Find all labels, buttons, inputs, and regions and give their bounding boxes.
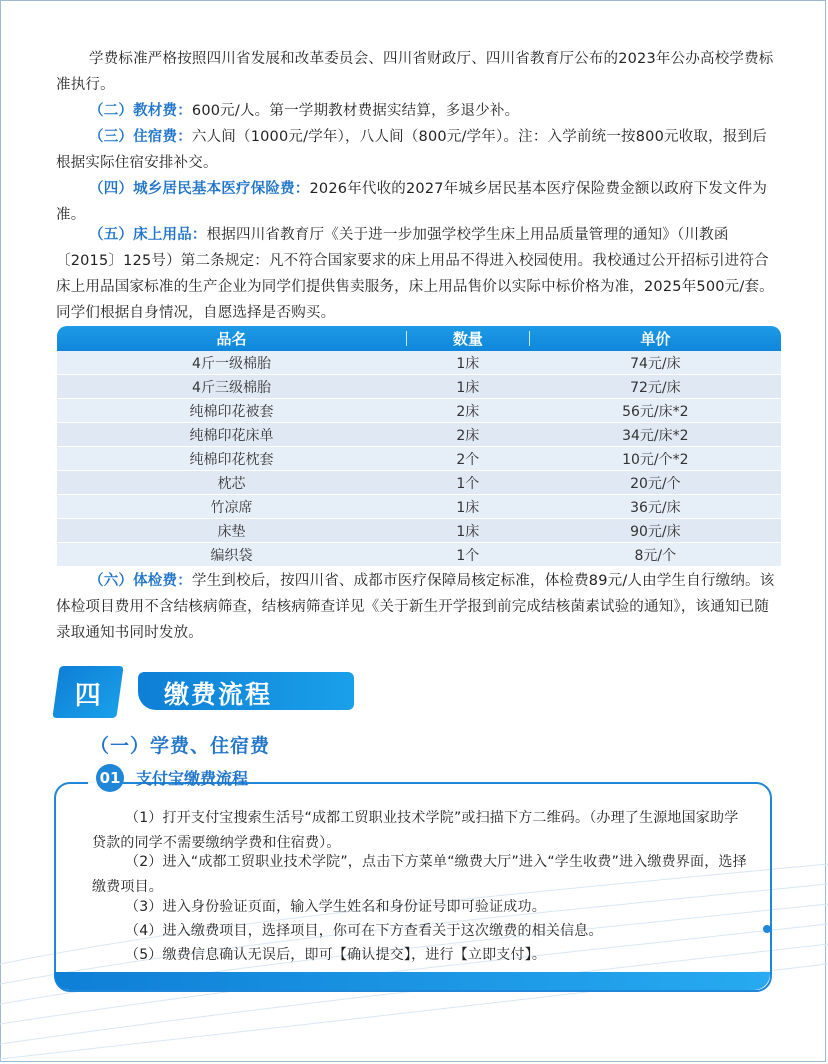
cell-quantity: 1个 <box>456 475 480 492</box>
steps-box-bottom-bar <box>54 972 770 990</box>
cell-quantity: 2床 <box>456 427 480 444</box>
cell-quantity: 1床 <box>456 523 480 540</box>
table-row <box>57 471 781 495</box>
accommodation-fee-label: （三）住宿费： <box>89 129 192 145</box>
table-row <box>57 375 781 399</box>
cell-item: 纯棉印花枕套 <box>189 451 274 468</box>
cell-quantity: 2个 <box>456 451 480 468</box>
physical-exam-paragraph <box>56 568 781 646</box>
cell-quantity: 1床 <box>456 355 480 372</box>
table-body <box>57 351 781 567</box>
table-row <box>57 519 781 543</box>
cell-quantity: 1床 <box>456 379 480 396</box>
cell-item: 4斤一级棉胎 <box>192 355 271 372</box>
accommodation-fee-paragraph <box>56 124 781 176</box>
cell-price: 56元/床*2 <box>622 403 689 420</box>
header-quantity: 数量 <box>452 330 483 348</box>
subsection-title: （一）学费、住宿费 <box>90 735 271 757</box>
accommodation-fee-text: 六人间（1000元/学年），八人间（800元/学年）。注：入学前统一按800元收取，报到后根据实际住宿安排补交。 <box>56 129 767 171</box>
physical-exam-label: （六）体检费： <box>89 573 192 589</box>
section-number-badge <box>52 666 123 718</box>
table-row <box>57 495 781 519</box>
cell-quantity: 1床 <box>456 499 480 516</box>
step-number-badge: 01 <box>96 764 124 792</box>
payment-step-3: （3）进入身份验证页面，输入学生姓名和身份证号即可验证成功。 <box>125 899 546 915</box>
cell-quantity: 1个 <box>456 547 480 564</box>
payment-step-2: （2）进入“成都工贸职业技术学院”，点击下方菜单“缴费大厅”进入“学生收费”进入缴费界面，选择缴费项目。 <box>92 854 747 895</box>
tuition-paragraph: 学费标准严格按照四川省发展和改革委员会、四川省财政厅、四川省教育厅公布的2023年公办高校学费标准执行。 <box>56 51 774 93</box>
cell-item: 4斤三级棉胎 <box>192 379 271 396</box>
bedding-label: （五）床上用品： <box>89 227 207 243</box>
header-divider <box>406 331 407 346</box>
textbook-fee-paragraph <box>56 98 781 124</box>
textbook-fee-text: 600元/人。第一学期教材费据实结算，多退少补。 <box>191 103 520 119</box>
cell-price: 72元/床 <box>630 379 681 396</box>
medical-insurance-label: （四）城乡居民基本医疗保险费： <box>89 181 310 197</box>
cell-item: 纯棉印花被套 <box>189 403 274 420</box>
header-unit-price: 单价 <box>640 330 671 348</box>
table-row <box>57 351 781 375</box>
medical-insurance-text: 2026年代收的2027年城乡居民基本医疗保险费金额以政府下发文件为准。 <box>56 181 768 223</box>
medical-insurance-paragraph <box>56 176 781 228</box>
bedding-text: 根据四川省教育厅《关于进一步加强学校学生床上用品质量管理的通知》（川教函〔2015〕125号）第二条规定：凡不符合国家要求的床上用品不得进入校园使用。我校通过公开招标引进符合床上用品国家标准的生产企业为同学们提供售卖服务，床上用品售价以实际中标价格为准，2025年500元/套。同学们根据自身情况，自愿选择是否购买。 <box>56 227 774 321</box>
bedding-price-table <box>57 326 781 567</box>
cell-price: 10元/个*2 <box>622 451 689 468</box>
section-title-banner <box>138 672 354 710</box>
header-divider <box>529 331 530 346</box>
cell-price: 74元/床 <box>630 355 681 372</box>
cell-item: 编织袋 <box>210 547 253 564</box>
textbook-fee-label: （二）教材费： <box>89 103 192 119</box>
payment-step-1: （1）打开支付宝搜索生活号“成都工贸职业技术学院”或扫描下方二维码。（办理了生源地国家助学贷款的同学不需要缴纳学费和住宿费）。 <box>92 810 739 851</box>
decorative-dot <box>763 925 771 933</box>
cell-item: 纯棉印花床单 <box>189 427 274 444</box>
table-row <box>57 399 781 423</box>
step-box-title: 支付宝缴费流程 <box>136 769 249 788</box>
table-header <box>57 326 781 351</box>
cell-price: 20元/个 <box>630 475 681 492</box>
section-title: 缴费流程 <box>164 680 273 709</box>
cell-price: 34元/床*2 <box>622 427 689 444</box>
cell-item: 床垫 <box>217 523 246 540</box>
payment-step-4: （4）进入缴费项目，选择项目，你可在下方查看关于这次缴费的相关信息。 <box>125 923 603 939</box>
table-row <box>57 447 781 471</box>
cell-item: 枕芯 <box>217 475 246 492</box>
cell-quantity: 2床 <box>456 403 480 420</box>
table-row <box>57 543 781 567</box>
cell-price: 36元/床 <box>630 499 681 516</box>
header-item-name: 品名 <box>216 330 247 348</box>
physical-exam-text: 学生到校后，按四川省、成都市医疗保障局核定标准，体检费89元/人由学生自行缴纳。该体检项目费用不含结核病筛查，结核病筛查详见《关于新生开学报到前完成结核菌素试验的通知》，该通知已随录取通知书同时发放。 <box>56 573 775 641</box>
cell-price: 8元/个 <box>634 547 677 564</box>
bedding-paragraph <box>56 222 781 326</box>
section-number: 四 <box>74 681 101 711</box>
cell-price: 90元/床 <box>630 523 681 540</box>
table-row <box>57 423 781 447</box>
cell-item: 竹凉席 <box>210 499 253 516</box>
step-box-heading <box>88 762 249 792</box>
payment-step-5: （5）缴费信息确认无误后，即可【确认提交】，进行【立即支付】。 <box>125 947 547 963</box>
